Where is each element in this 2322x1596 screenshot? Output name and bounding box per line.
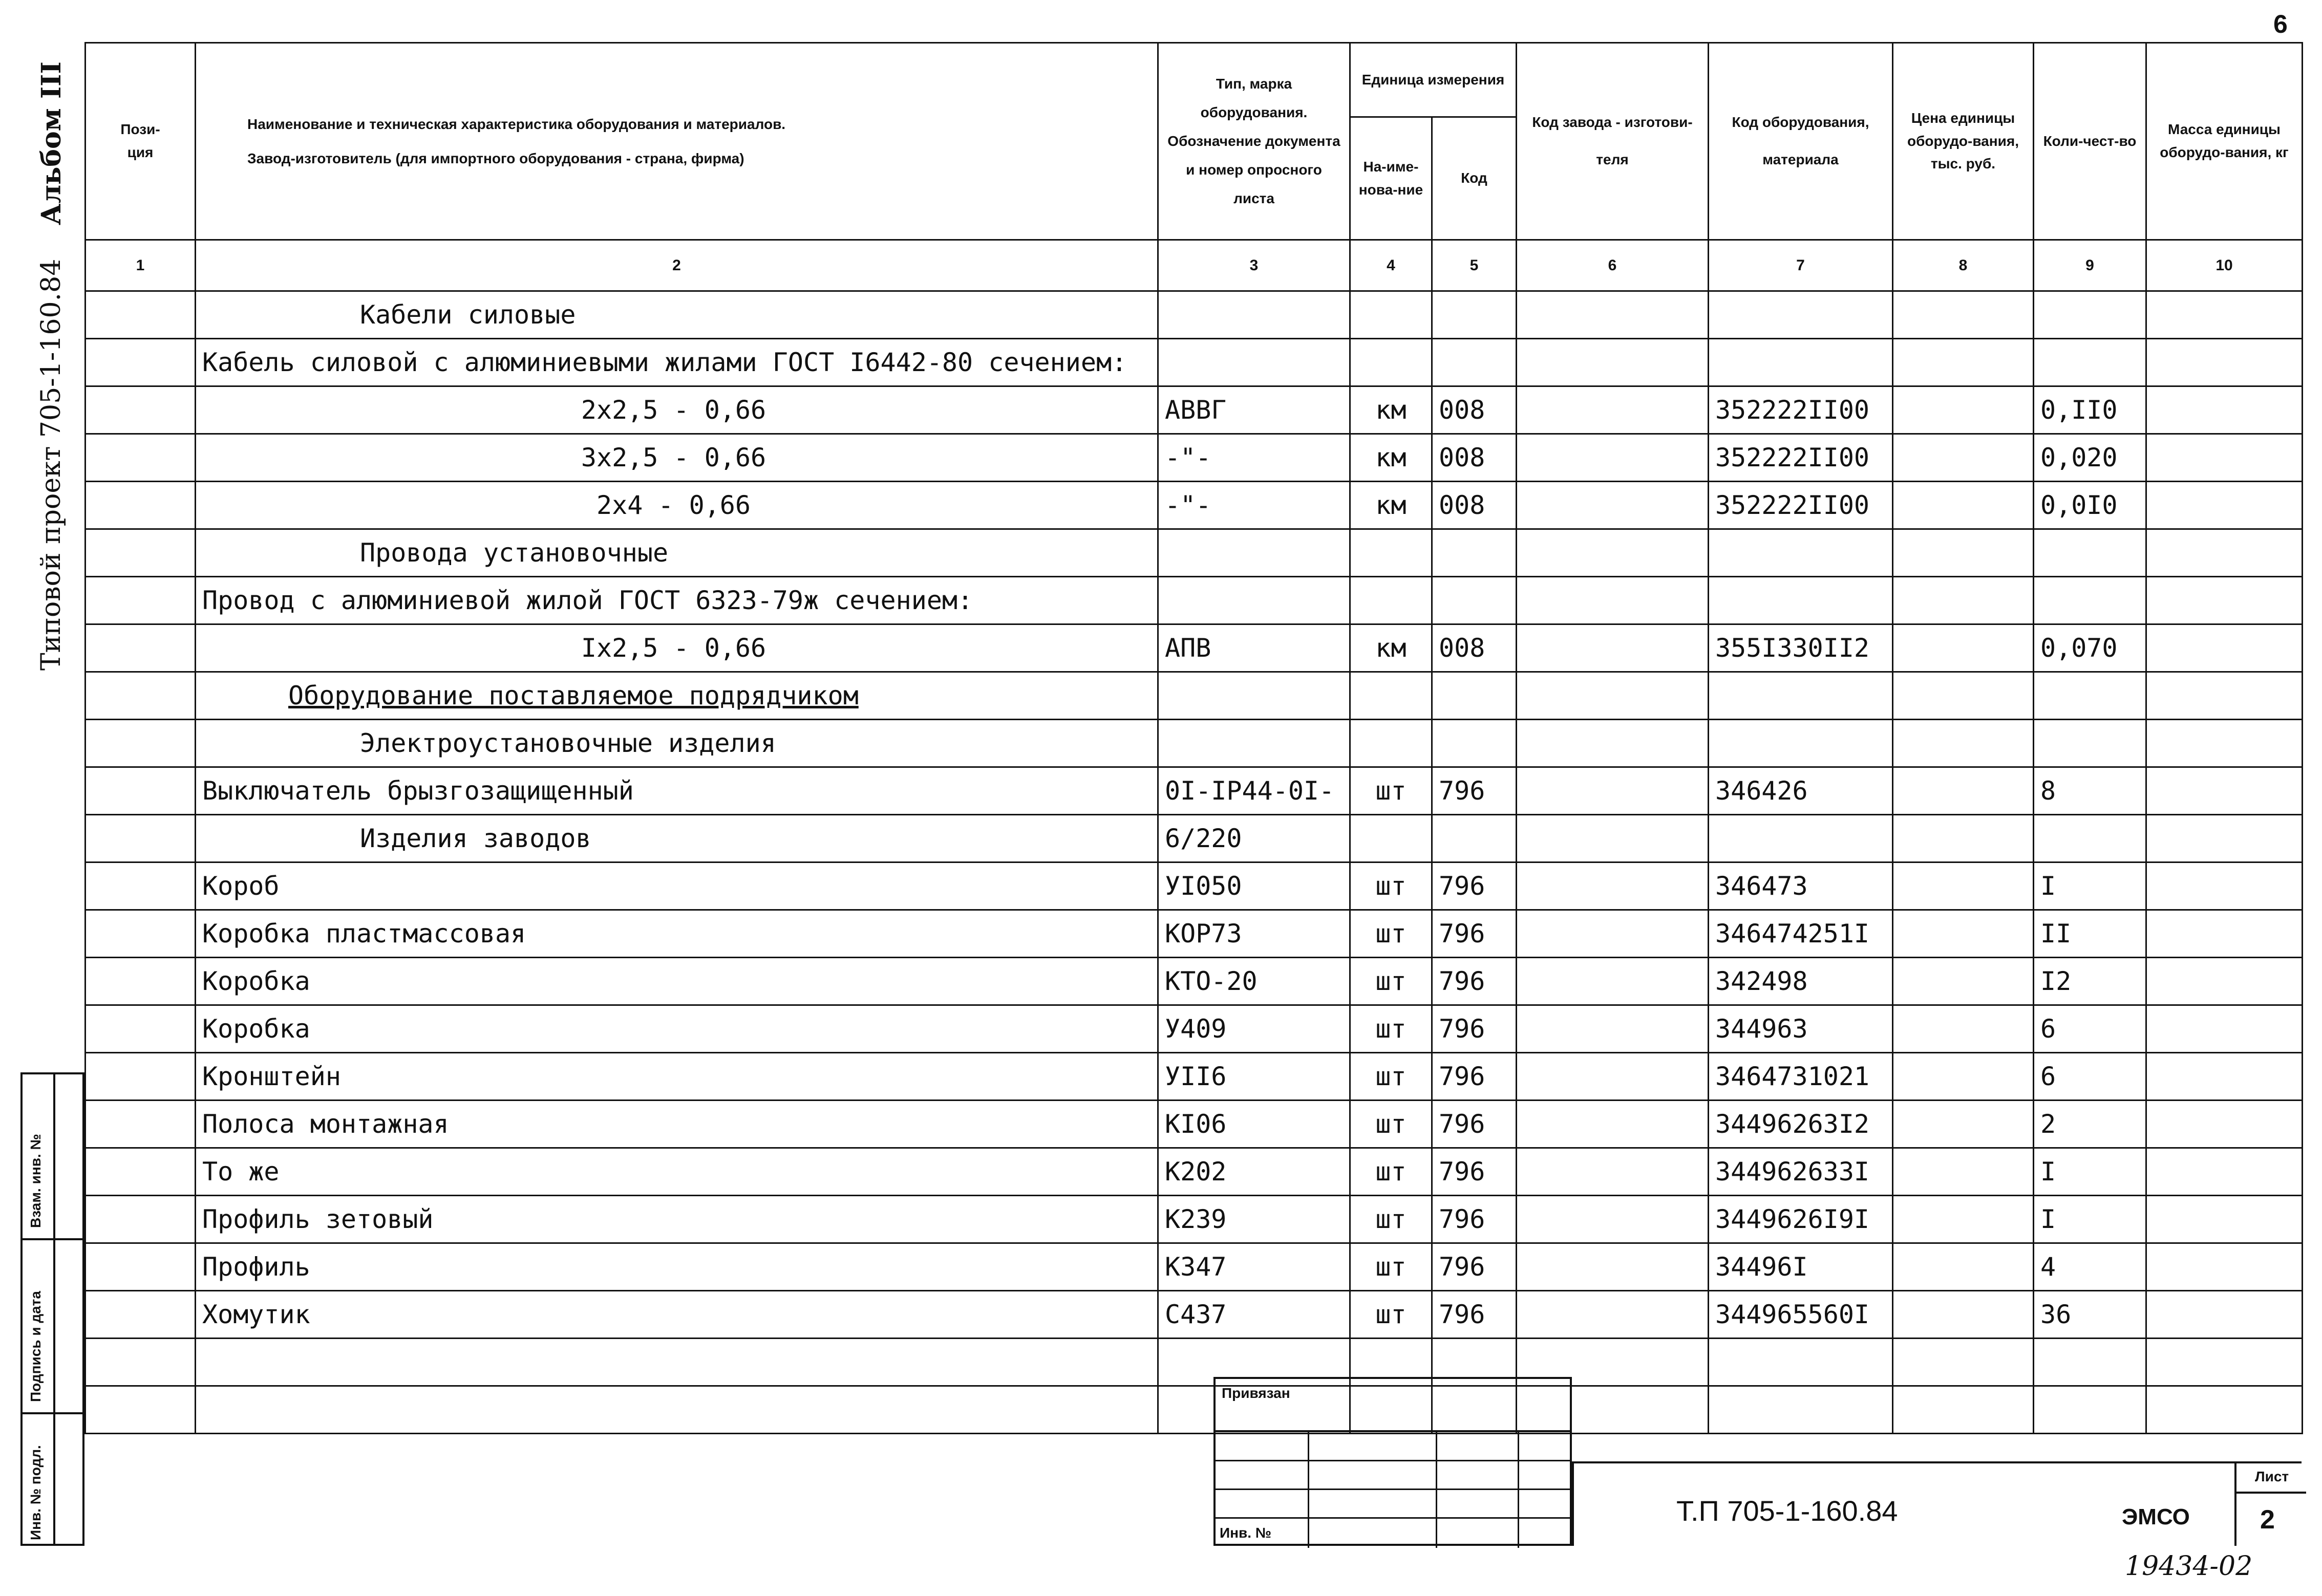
- page-number: 6: [2273, 10, 2288, 38]
- item-unit: шт: [1350, 958, 1432, 1005]
- item-name: Кабели силовые: [196, 291, 1158, 339]
- item-name: То же: [196, 1148, 1158, 1196]
- header-unit-code: Код: [1432, 117, 1517, 240]
- item-type: -"-: [1158, 482, 1350, 529]
- header-quantity: Коли-чест-во: [2034, 43, 2146, 240]
- table-row: [86, 386, 2303, 434]
- item-type: К239: [1158, 1196, 1350, 1243]
- table-row: [86, 1196, 2303, 1243]
- side-stamps: [20, 1072, 84, 1546]
- item-type: КОР73: [1158, 910, 1350, 958]
- table-row: [86, 1101, 2303, 1148]
- item-unit: шт: [1350, 1291, 1432, 1339]
- item-name: Выключатель брызгозащищенный: [196, 767, 1158, 815]
- item-unit-code: 796: [1432, 1148, 1517, 1196]
- item-unit: шт: [1350, 862, 1432, 910]
- item-type: КТО-20: [1158, 958, 1350, 1005]
- header-type: Тип, марка оборудования. Обозначение документа и номер опросного листа: [1158, 43, 1350, 240]
- item-type: АВВГ: [1158, 386, 1350, 434]
- item-type: УI050: [1158, 862, 1350, 910]
- item-type: К347: [1158, 1243, 1350, 1291]
- item-name: [196, 1386, 1158, 1434]
- item-name: Кабель силовой с алюминиевыми жилами ГОСТ I6442-80 сечением:: [196, 339, 1158, 386]
- item-name: Провод с алюминиевой жилой ГОСТ 6323-79ж сечением:: [196, 577, 1158, 624]
- header-unit-group: Единица измерения: [1350, 43, 1517, 117]
- item-code: 3464731021: [1709, 1053, 1893, 1101]
- item-name: Оборудование поставляемое подрядчиком: [196, 672, 1158, 720]
- table-row: [86, 1053, 2303, 1101]
- item-code: 346473: [1709, 862, 1893, 910]
- column-number: 5: [1432, 240, 1517, 291]
- item-code: 344963: [1709, 1005, 1893, 1053]
- item-code: 344965560I: [1709, 1291, 1893, 1339]
- item-name: Коробка: [196, 1005, 1158, 1053]
- attachment-block: [1213, 1377, 1572, 1546]
- item-name: Коробка: [196, 958, 1158, 1005]
- table-row: [86, 862, 2303, 910]
- specification-table: [84, 42, 2303, 1434]
- title-stamp: [1572, 1461, 2302, 1546]
- item-quantity: 36: [2034, 1291, 2146, 1339]
- table-row: [86, 339, 2303, 386]
- table-row: [86, 291, 2303, 339]
- header-name: [196, 43, 1158, 240]
- item-code: 346426: [1709, 767, 1893, 815]
- item-quantity: 0,070: [2034, 624, 2146, 672]
- item-unit: шт: [1350, 1101, 1432, 1148]
- item-quantity: 0,II0: [2034, 386, 2146, 434]
- item-unit: шт: [1350, 1053, 1432, 1101]
- header-position: Пози- ция: [86, 43, 196, 240]
- header-unit-name: На-име-нова-ние: [1350, 117, 1432, 240]
- column-number: 10: [2146, 240, 2303, 291]
- item-type: 0I-IP44-0I-: [1158, 767, 1350, 815]
- header-factory-code: Код завода - изготови-теля: [1517, 43, 1709, 240]
- header-mass: Масса единицы оборудо-вания, кг: [2146, 43, 2303, 240]
- item-unit: шт: [1350, 1196, 1432, 1243]
- item-name: Изделия заводов: [196, 815, 1158, 862]
- item-unit: км: [1350, 624, 1432, 672]
- item-quantity: 6: [2034, 1053, 2146, 1101]
- stamp-original-inventory: Инв. № подл.: [28, 1445, 44, 1540]
- item-quantity: I: [2034, 1196, 2146, 1243]
- table-row: [86, 1339, 2303, 1386]
- item-name: Короб: [196, 862, 1158, 910]
- header-price: Цена единицы оборудо-вания, тыс. руб.: [1893, 43, 2034, 240]
- item-type: УII6: [1158, 1053, 1350, 1101]
- item-unit: шт: [1350, 767, 1432, 815]
- item-unit-code: 796: [1432, 1291, 1517, 1339]
- table-row: [86, 672, 2303, 720]
- item-name: Коробка пластмассовая: [196, 910, 1158, 958]
- item-quantity: 0,020: [2034, 434, 2146, 482]
- item-type: К202: [1158, 1148, 1350, 1196]
- table-row: [86, 767, 2303, 815]
- item-quantity: 6: [2034, 1005, 2146, 1053]
- item-type: АПВ: [1158, 624, 1350, 672]
- column-number: 1: [86, 240, 196, 291]
- footer-code: 19434-02: [2125, 1551, 2253, 1582]
- item-unit: шт: [1350, 1243, 1432, 1291]
- table-row: [86, 720, 2303, 767]
- item-name: Провода установочные: [196, 529, 1158, 577]
- sheet-number: 2: [2260, 1505, 2275, 1535]
- organization: ЭМСО: [2122, 1504, 2190, 1529]
- item-unit-code: 796: [1432, 862, 1517, 910]
- item-quantity: II: [2034, 910, 2146, 958]
- sheet-label: Лист: [2255, 1469, 2289, 1484]
- table-row: [86, 958, 2303, 1005]
- item-quantity: 4: [2034, 1243, 2146, 1291]
- item-quantity: 8: [2034, 767, 2146, 815]
- column-number: 8: [1893, 240, 2034, 291]
- table-row: [86, 577, 2303, 624]
- document-code: Т.П 705-1-160.84: [1676, 1495, 1898, 1527]
- item-type: -"-: [1158, 434, 1350, 482]
- item-unit: км: [1350, 482, 1432, 529]
- item-name: Хомутик: [196, 1291, 1158, 1339]
- table-row: [86, 1005, 2303, 1053]
- item-code: 34496I: [1709, 1243, 1893, 1291]
- item-code: 342498: [1709, 958, 1893, 1005]
- item-unit-code: 008: [1432, 434, 1517, 482]
- item-quantity: 0,0I0: [2034, 482, 2146, 529]
- item-type: КI06: [1158, 1101, 1350, 1148]
- item-unit: шт: [1350, 910, 1432, 958]
- item-unit-code: 796: [1432, 1196, 1517, 1243]
- table-row: [86, 624, 2303, 672]
- table-row: [86, 1291, 2303, 1339]
- stamp-replacement: Взам. инв. №: [28, 1134, 44, 1228]
- column-number: 6: [1517, 240, 1709, 291]
- item-quantity: 2: [2034, 1101, 2146, 1148]
- item-code: 355I330II2: [1709, 624, 1893, 672]
- item-name: [196, 1339, 1158, 1386]
- item-name: Профиль зетовый: [196, 1196, 1158, 1243]
- item-name: 3х2,5 - 0,66: [196, 434, 1158, 482]
- item-unit-code: 796: [1432, 1005, 1517, 1053]
- table-row: [86, 482, 2303, 529]
- item-unit-code: 796: [1432, 1243, 1517, 1291]
- item-code: 352222II00: [1709, 434, 1893, 482]
- item-unit-code: 008: [1432, 482, 1517, 529]
- item-quantity: I: [2034, 862, 2146, 910]
- item-unit: шт: [1350, 1148, 1432, 1196]
- inventory-label: Инв. №: [1220, 1525, 1272, 1541]
- item-type: У409: [1158, 1005, 1350, 1053]
- item-name: 2х4 - 0,66: [196, 482, 1158, 529]
- item-unit-code: 008: [1432, 624, 1517, 672]
- table-row: [86, 1243, 2303, 1291]
- item-name: Iх2,5 - 0,66: [196, 624, 1158, 672]
- item-type: 6/220: [1158, 815, 1350, 862]
- table-row: [86, 529, 2303, 577]
- table-row: [86, 1148, 2303, 1196]
- item-unit-code: 796: [1432, 1053, 1517, 1101]
- item-code: 352222II00: [1709, 386, 1893, 434]
- table-row: [86, 815, 2303, 862]
- item-unit-code: 796: [1432, 767, 1517, 815]
- item-name: Профиль: [196, 1243, 1158, 1291]
- item-name: Полоса монтажная: [196, 1101, 1158, 1148]
- item-name: 2х2,5 - 0,66: [196, 386, 1158, 434]
- item-unit-code: 796: [1432, 1101, 1517, 1148]
- item-unit: км: [1350, 386, 1432, 434]
- stamp-signature-date: Подпись и дата: [28, 1291, 44, 1402]
- item-unit-code: 008: [1432, 386, 1517, 434]
- column-number: 4: [1350, 240, 1432, 291]
- table-row: [86, 1386, 2303, 1434]
- item-unit-code: 796: [1432, 910, 1517, 958]
- header-name-line1: Наименование и техническая характеристика оборудования и материалов.: [247, 116, 786, 132]
- column-number: 7: [1709, 240, 1893, 291]
- item-quantity: I: [2034, 1148, 2146, 1196]
- item-code: 344962633I: [1709, 1148, 1893, 1196]
- item-unit: шт: [1350, 1005, 1432, 1053]
- header-material-code: Код оборудования, материала: [1709, 43, 1893, 240]
- item-code: 352222II00: [1709, 482, 1893, 529]
- item-code: 346474251I: [1709, 910, 1893, 958]
- table-row: [86, 910, 2303, 958]
- item-name: Электроустановочные изделия: [196, 720, 1158, 767]
- item-unit-code: 796: [1432, 958, 1517, 1005]
- item-quantity: I2: [2034, 958, 2146, 1005]
- item-code: 34496263I2: [1709, 1101, 1893, 1148]
- header-name-line2: Завод-изготовитель (для импортного оборудования - страна, фирма): [247, 150, 744, 166]
- attached-label: Привязан: [1222, 1385, 1290, 1401]
- item-name: Кронштейн: [196, 1053, 1158, 1101]
- project-label: Типовой проект 705-1-160.84: [36, 258, 67, 671]
- item-type: С437: [1158, 1291, 1350, 1339]
- column-number: 2: [196, 240, 1158, 291]
- column-number: 9: [2034, 240, 2146, 291]
- album-label: Альбом III: [36, 61, 67, 225]
- table-row: [86, 434, 2303, 482]
- item-unit: км: [1350, 434, 1432, 482]
- item-code: 3449626I9I: [1709, 1196, 1893, 1243]
- column-number: 3: [1158, 240, 1350, 291]
